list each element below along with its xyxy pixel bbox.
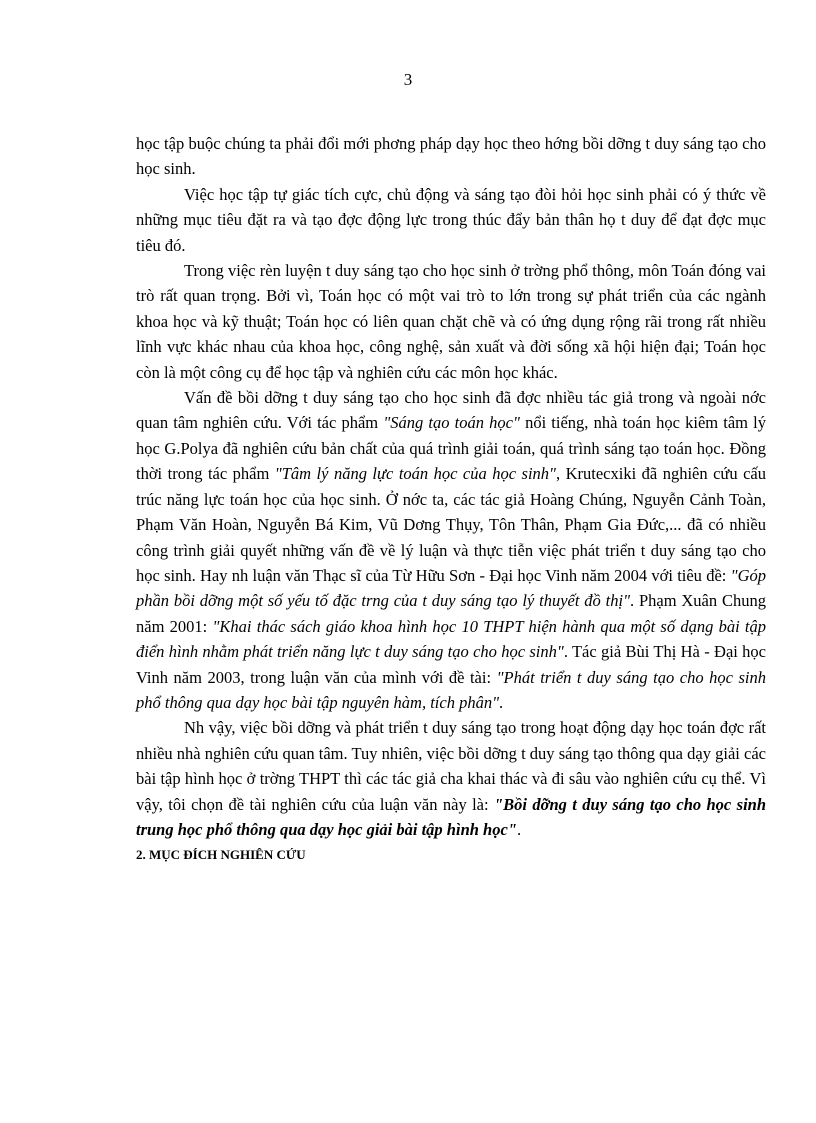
paragraph-literature-review [136,385,766,715]
document-body [136,131,766,868]
text-run: Vấn đề bồi dỡng t duy sáng tạo cho học sinh đã đợc nhiều tác giả trong và ngoài nớc quan tâm nghiên cứu. Với tác phẩm [136,388,766,433]
work-title-pham-xuan-chung: "Khai thác sách giáo khoa hình học 10 THPT hiện hành qua một số dạng bài tập điển hình nhằm phát triển năng lực t duy sáng tạo cho học sinh" [136,616,766,662]
paragraph-self-study: Việc học tập tự giác tích cực, chủ động và sáng tạo đòi hỏi học sinh phải có ý thức về những mục tiêu đặt ra và tạo đợc động lực trong thúc đẩy bản thân họ t duy để đạt đợc mục tiêu đó. [136,184,766,255]
text-run: . Tác giả Bùi Thị Hà - Đại học Vinh năm 2003, trong luận văn của mình với đề tài: [136,642,766,687]
paragraph-continuation: học tập buộc chúng ta phải đổi mới phơng pháp dạy học theo hớng bồi dỡng t duy sáng tạo cho học sinh. [136,134,766,179]
work-title-polya: "Sáng tạo toán học" [383,413,520,433]
section-heading-research-purpose: 2. MỤC ĐÍCH NGHIÊN CỨU [136,847,306,863]
work-title-krutecxiki: "Tâm lý năng lực toán học của học sinh" [274,464,556,484]
text-run: . [516,819,522,839]
text-run: nổi tiếng, nhà toán học kiêm tâm lý học G.Polya đã nghiên cứu bản chất của quá trình giải toán, quá trình sáng tạo toán học. Đồng thời trong tác phẩm [136,413,767,484]
page-number: 3 [403,70,413,89]
text-run: , Krutecxiki đã nghiên cứu cấu trúc năng lực toán học của học sinh. Ở nớc ta, các tác giả Hoàng Chúng, Nguyễn Cảnh Toàn, Phạm Văn Hoàn, Nguyễn Bá Kim, Vũ Dơng Thụy, Tôn Thân, Phạm Gia Đức,... đã có nhiều công trình giải quyết những vấn đề về lý luận và thực tiễn việc phát triển t duy sáng tạo cho học sinh. Hay nh luận văn Thạc sĩ của Từ Hữu Sơn - Đại học Vinh năm 2004 với tiêu đề: [136,464,766,585]
work-title-bui-thi-ha: "Phát triển t duy sáng tạo cho học sinh phổ thông qua dạy học bài tập nguyên hàm, tích phân" [136,667,766,712]
text-run: Nh vậy, việc bồi dỡng và phát triển t duy sáng tạo trong hoạt động dạy học toán đợc rất nhiều nhà nghiên cứu quan tâm. Tuy nhiên, việc bồi dỡng t duy sáng tạo thông qua dạy giải các bài tập hình học ở trờng THPT thì các tác giả cha khai thác và đi sâu vào nghiên cứu cụ thể. Vì vậy, tôi chọn đề tài nghiên cứu của luận văn này là: [136,718,766,814]
paragraph-thesis-topic [136,715,766,842]
work-title-tu-huu-son: "Góp phần bồi dỡng một số yếu tố đặc trng của t duy sáng tạo lý thuyết đồ thị" [136,565,766,611]
text-run: . Phạm Xuân Chung năm 2001: [136,591,766,636]
text-run: . [499,692,504,712]
paragraph-role-of-math: Trong việc rèn luyện t duy sáng tạo cho học sinh ở trờng phổ thông, môn Toán đóng vai trò rất quan trọng. Bởi vì, Toán học có một vai trò to lớn trong sự phát triển của các ngành khoa học và kỹ thuật; Toán học có liên quan chặt chẽ và có ứng dụng rộng rãi trong rất nhiều lĩnh vực khác nhau của khoa học, công nghệ, sản xuất và đời sống xã hội hiện đại; Toán học còn là một công cụ để học tập và nghiên cứu các môn học khác. [136,261,766,382]
thesis-title: "Bồi dỡng t duy sáng tạo cho học sinh trung học phổ thông qua dạy học giải bài tập hình học" [136,794,767,839]
